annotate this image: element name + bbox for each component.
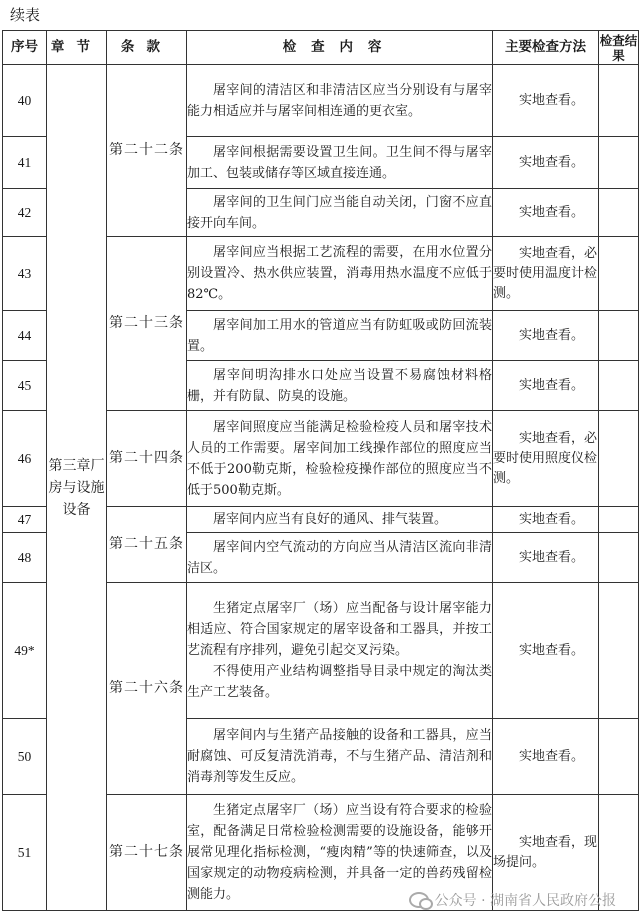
table-row bbox=[3, 65, 639, 137]
row-method: 实地查看。 bbox=[493, 583, 599, 719]
row-result-cell bbox=[599, 583, 639, 719]
row-content: 屠宰间加工用水的管道应当有防虹吸或防回流装置。 bbox=[187, 311, 493, 361]
row-method: 实地查看，必要时使用温度计检测。 bbox=[493, 237, 599, 311]
row-seq: 50 bbox=[3, 719, 47, 795]
row-result-cell bbox=[599, 189, 639, 237]
row-seq: 49* bbox=[3, 583, 47, 719]
row-content: 屠宰间内空气流动的方向应当从清洁区流向非清洁区。 bbox=[187, 533, 493, 583]
row-seq: 48 bbox=[3, 533, 47, 583]
row-content: 屠宰间内与生猪产品接触的设备和工器具，应当耐腐蚀、可反复清洗消毒，不与生猪产品、清洁剂和消毒剂等发生反应。 bbox=[187, 719, 493, 795]
row-result-cell bbox=[599, 361, 639, 411]
row-method: 实地查看。 bbox=[493, 65, 599, 137]
row-content: 屠宰间根据需要设置卫生间。卫生间不得与屠宰加工、包装或储存等区域直接连通。 bbox=[187, 137, 493, 189]
row-result-cell bbox=[599, 311, 639, 361]
row-method: 实地查看。 bbox=[493, 361, 599, 411]
row-seq: 40 bbox=[3, 65, 47, 137]
row-seq: 47 bbox=[3, 507, 47, 533]
header-content: 检查内容 bbox=[187, 31, 493, 65]
row-seq: 46 bbox=[3, 411, 47, 507]
row-result-cell bbox=[599, 507, 639, 533]
row-method: 实地查看。 bbox=[493, 137, 599, 189]
row-method: 实地查看，现场提问。 bbox=[493, 795, 599, 911]
header-method: 主要检查方法 bbox=[493, 31, 599, 65]
row-method: 实地查看。 bbox=[493, 189, 599, 237]
row-seq: 42 bbox=[3, 189, 47, 237]
row-method: 实地查看，必要时使用照度仪检测。 bbox=[493, 411, 599, 507]
row-content: 屠宰间的卫生间门应当能自动关闭，门窗不应直接开向车间。 bbox=[187, 189, 493, 237]
header-article: 条款 bbox=[107, 31, 187, 65]
header-chapter: 章节 bbox=[47, 31, 107, 65]
row-seq: 45 bbox=[3, 361, 47, 411]
row-seq: 41 bbox=[3, 137, 47, 189]
row-content: 屠宰间的清洁区和非清洁区应当分别设有与屠宰能力相适应并与屠宰间相连通的更衣室。 bbox=[187, 65, 493, 137]
row-result-cell bbox=[599, 411, 639, 507]
row-result-cell bbox=[599, 65, 639, 137]
wechat-icon bbox=[409, 892, 429, 908]
row-method: 实地查看。 bbox=[493, 507, 599, 533]
article-23: 第二十三条 bbox=[107, 237, 187, 411]
row-content: 屠宰间照度应当能满足检验检疫人员和屠宰技术人员的工作需要。屠宰间加工线操作部位的照度应当不低于200勒克斯，检验检疫操作部位的照度应当不低于500勒克斯。 bbox=[187, 411, 493, 507]
row-seq: 44 bbox=[3, 311, 47, 361]
chapter-cell bbox=[47, 65, 107, 911]
row-content: 屠宰间内应当有良好的通风、排气装置。 bbox=[187, 507, 493, 533]
row-method: 实地查看。 bbox=[493, 533, 599, 583]
row-content: 生猪定点屠宰厂（场）应当配备与设计屠宰能力相适应、符合国家规定的屠宰设备和工器具，并按工艺流程有序排列，避免引起交叉污染。 不得使用产业结构调整指导目录中规定的淘汰类生产工艺装备。 bbox=[187, 583, 493, 719]
header-result: 检查结果 bbox=[599, 32, 638, 63]
article-24: 第二十四条 bbox=[107, 411, 187, 507]
header-seq: 序号 bbox=[3, 31, 47, 65]
row-method: 实地查看。 bbox=[493, 311, 599, 361]
continued-label: 续表 bbox=[10, 6, 41, 24]
row-result-cell bbox=[599, 533, 639, 583]
row-result-cell bbox=[599, 719, 639, 795]
article-27: 第二十七条 bbox=[107, 795, 187, 911]
row-result-cell bbox=[599, 237, 639, 311]
article-26: 第二十六条 bbox=[107, 583, 187, 795]
row-content: 屠宰间明沟排水口处应当设置不易腐蚀材料格栅，并有防鼠、防臭的设施。 bbox=[187, 361, 493, 411]
row-seq: 51 bbox=[3, 795, 47, 911]
article-25: 第二十五条 bbox=[107, 507, 187, 583]
watermark bbox=[409, 890, 616, 910]
inspection-table bbox=[2, 30, 639, 911]
chapter-label: 第三章厂房与设施设备 bbox=[48, 457, 105, 518]
watermark-text: 公众号 · 湖南省人民政府公报 bbox=[434, 893, 616, 909]
row-content: 屠宰间应当根据工艺流程的需要，在用水位置分别设置冷、热水供应装置，消毒用热水温度不应低于82℃。 bbox=[187, 237, 493, 311]
row-result-cell bbox=[599, 137, 639, 189]
row-content: 生猪定点屠宰厂（场）应当设有符合要求的检验室，配备满足日常检验检测需要的设施设备，能够开展常见理化指标检测，“瘦肉精”等的快速筛查，以及国家规定的动物疫病检测，并具备一定的兽药残留检测能力。 bbox=[187, 795, 493, 911]
row-seq: 43 bbox=[3, 237, 47, 311]
row-method: 实地查看。 bbox=[493, 719, 599, 795]
header-row bbox=[3, 31, 639, 65]
article-22: 第二十二条 bbox=[107, 65, 187, 237]
